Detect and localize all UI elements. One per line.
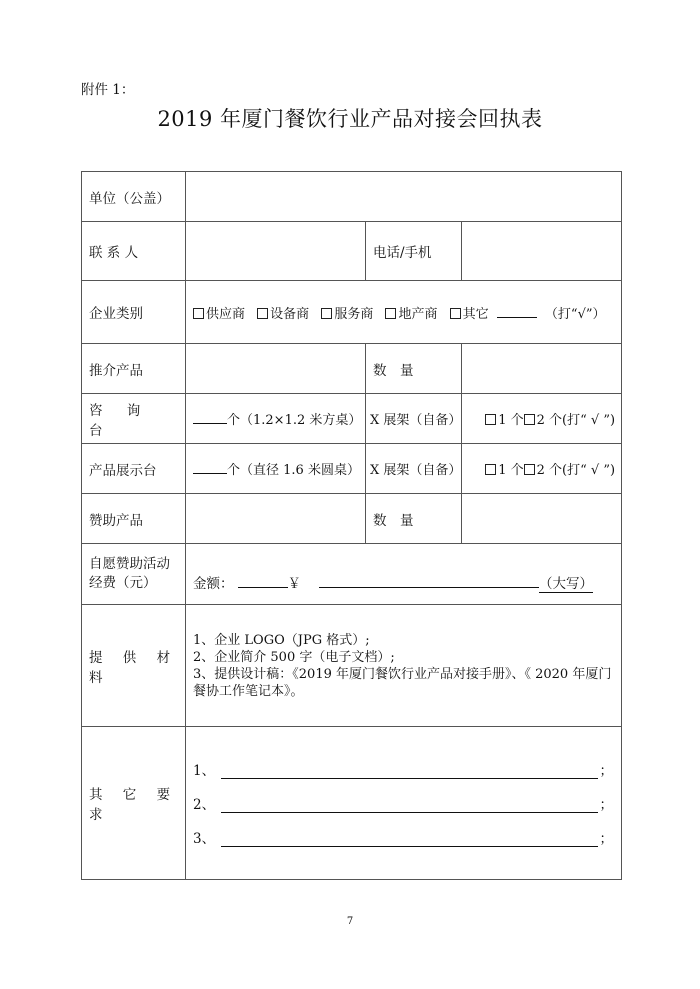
category-option-service[interactable] — [321, 307, 373, 322]
display-stand-options — [462, 444, 622, 494]
option-2-label: 2 个 — [536, 413, 563, 428]
sponsor-qty-label: 数 量 — [366, 494, 462, 544]
checkbox-icon[interactable] — [257, 308, 268, 319]
unit-label: 单位（公盖） — [82, 172, 186, 222]
option-1-label: 1 个 — [498, 463, 524, 478]
line-number: 2、 — [193, 797, 216, 813]
page-number: 7 — [346, 916, 354, 927]
capital-label: （大写） — [539, 576, 593, 592]
page-title: 2019 年厦门餐饮行业产品对接会回执表 — [157, 107, 543, 131]
line-terminator: ； — [599, 797, 614, 813]
option-label: 其它 — [462, 306, 489, 322]
phone-field[interactable] — [462, 222, 622, 281]
product-qty-field[interactable] — [462, 344, 622, 394]
other-category-blank[interactable] — [497, 305, 537, 318]
other-requirement-line — [193, 759, 613, 779]
category-option-equipment[interactable] — [257, 307, 309, 322]
consult-stand-options — [462, 394, 622, 444]
materials-item: 3、提供设计稿：《2019 年厦门餐饮行业产品对接手册》、《 2020 年厦门餐协工作笔记本》。 — [193, 666, 612, 699]
materials-list — [186, 605, 622, 727]
amount-blank[interactable] — [238, 575, 288, 588]
checkbox-icon[interactable] — [321, 308, 332, 319]
display-desk-label: 产品展示台 — [82, 444, 186, 494]
checkbox-icon[interactable] — [193, 308, 204, 319]
option-label: 供应商 — [206, 306, 246, 322]
sponsor-qty-field[interactable] — [462, 494, 622, 544]
line-number: 3、 — [193, 831, 216, 847]
row-unit — [82, 172, 622, 222]
sponsor-fee-label — [82, 544, 186, 605]
product-qty-label: 数 量 — [366, 344, 462, 394]
checkbox-icon[interactable] — [385, 308, 396, 319]
line-number: 1、 — [193, 763, 216, 779]
line-terminator: ； — [599, 763, 614, 779]
option-1-label: 1 个 — [498, 413, 524, 428]
display-desk-count-blank[interactable] — [193, 461, 227, 474]
option-label: 地产商 — [398, 306, 438, 322]
checkbox-icon[interactable] — [485, 414, 496, 425]
consult-desk-label: 咨 询 台 — [82, 394, 186, 444]
row-category — [82, 281, 622, 344]
sponsor-product-field[interactable] — [186, 494, 366, 544]
option-label: 服务商 — [334, 306, 374, 322]
requirement-input[interactable] — [221, 764, 597, 779]
check-hint: (打“ √ ”) — [562, 463, 616, 478]
materials-item: 1、企业 LOGO（JPG 格式）; — [193, 632, 370, 648]
display-stand-label: X 展架（自备） — [366, 444, 462, 494]
row-other — [82, 727, 622, 880]
phone-label: 电话/手机 — [366, 222, 462, 281]
materials-item: 2、企业简介 500 字（电子文档）; — [193, 649, 395, 665]
display-desk-unit: 个（直径 1.6 米圆桌） — [227, 463, 360, 478]
option-2-label: 2 个 — [536, 463, 563, 478]
checkbox-icon[interactable] — [485, 464, 496, 475]
product-field[interactable] — [186, 344, 366, 394]
sponsor-product-label: 赞助产品 — [82, 494, 186, 544]
row-sponsor-product — [82, 494, 622, 544]
currency-symbol: ￥ — [287, 576, 301, 592]
display-desk-count — [186, 444, 366, 494]
consult-desk-count — [186, 394, 366, 444]
other-label: 其 它 要 求 — [82, 727, 186, 880]
contact-field[interactable] — [186, 222, 366, 281]
category-option-supplier[interactable] — [193, 307, 245, 322]
row-materials — [82, 605, 622, 727]
consult-stand-label: X 展架（自备） — [366, 394, 462, 444]
materials-label: 提 供 材 料 — [82, 605, 186, 727]
requirement-input[interactable] — [221, 798, 597, 813]
attachment-label: 附件 1： — [81, 82, 135, 98]
sponsor-fee-label-line1: 自愿赞助活动 — [89, 556, 170, 572]
checkbox-icon[interactable] — [524, 414, 535, 425]
consult-desk-count-blank[interactable] — [193, 411, 227, 424]
line-terminator: ； — [599, 831, 614, 847]
row-consult-desk — [82, 394, 622, 444]
category-option-other[interactable] — [450, 307, 489, 322]
contact-label: 联 系 人 — [82, 222, 186, 281]
unit-field[interactable] — [186, 172, 622, 222]
check-hint: (打“ √ ”) — [562, 413, 616, 428]
product-label: 推介产品 — [82, 344, 186, 394]
category-hint: （打“√”） — [544, 306, 606, 322]
category-options — [186, 281, 622, 344]
reply-form-table — [81, 171, 622, 880]
requirement-input[interactable] — [221, 832, 597, 847]
other-requirement-line — [193, 793, 613, 813]
amount-label: 金额： — [193, 576, 234, 592]
capital-amount-blank[interactable] — [319, 575, 539, 588]
sponsor-fee-label-line2: 经费（元） — [89, 575, 157, 591]
row-display-desk — [82, 444, 622, 494]
category-option-realestate[interactable] — [385, 307, 437, 322]
consult-desk-unit: 个（1.2×1.2 米方桌） — [227, 413, 362, 428]
other-requirements — [186, 727, 622, 880]
checkbox-icon[interactable] — [524, 464, 535, 475]
checkbox-icon[interactable] — [450, 308, 461, 319]
category-label: 企业类别 — [82, 281, 186, 344]
sponsor-fee-field — [186, 544, 622, 605]
row-contact — [82, 222, 622, 281]
option-label: 设备商 — [270, 306, 310, 322]
row-sponsor-fee — [82, 544, 622, 605]
other-requirement-line — [193, 827, 613, 847]
row-product — [82, 344, 622, 394]
